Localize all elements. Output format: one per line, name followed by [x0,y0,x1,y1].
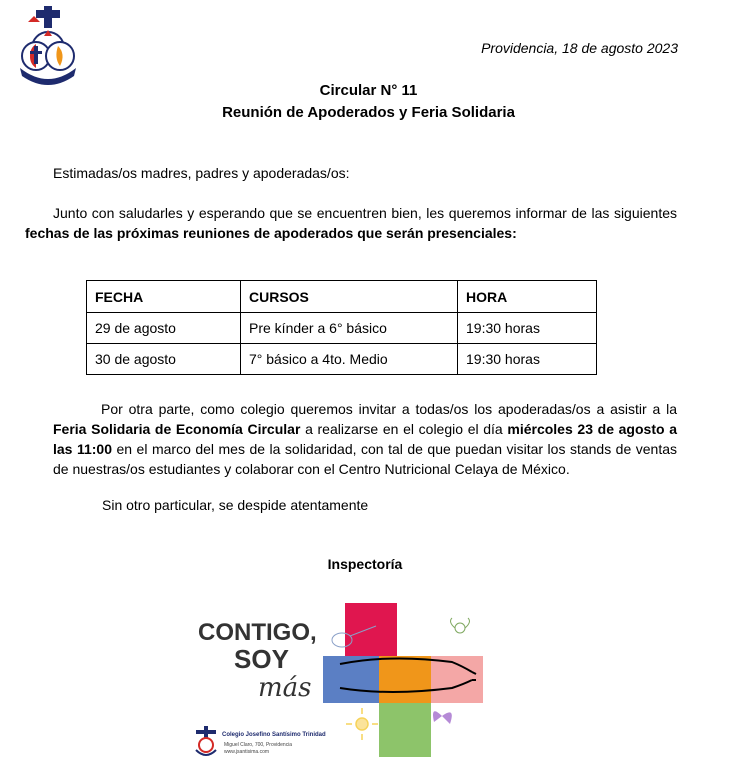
intro-bold-text: fechas de las próximas reuniones de apoderados que serán presenciales: [25,225,517,241]
fair-text-a: Por otra parte, como colegio queremos invitar a todas/os los apoderadas/os a asistir a la [101,401,677,417]
table-row [87,344,597,375]
date-line: Providencia, 18 de agosto 2023 [481,40,678,56]
circular-subtitle: Reunión de Apoderados y Feria Solidaria [222,104,515,121]
school-name: Colegio Josefino Santísimo Trinidad [222,732,326,738]
school-crest-icon [14,6,82,86]
cross-top-block [345,603,397,656]
table-cell-courses: 7° básico a 4to. Medio [241,344,458,375]
intro-paragraph [25,203,677,243]
greeting: Estimadas/os madres, padres y apoderadas/os: [53,165,350,181]
table-cell-time: 19:30 horas [458,344,597,375]
intro-text: Junto con saludarles y esperando que se encuentren bien, les queremos informar de las siguientes [53,205,677,221]
table-row [87,313,597,344]
circular-heading [0,80,737,124]
flower-icon [451,618,470,633]
header-cursos: CURSOS [241,281,458,313]
slogan-line-3: más [258,673,312,703]
table-cell-time: 19:30 horas [458,313,597,344]
fair-text-e: en el marco del mes de la solidaridad, con tal de que puedan visitar los stands de ventas de nuestras/os estudiantes y colaborar con el Centro Nutricional Celaya de México. [53,441,678,477]
school-website: www.jsantisima.com [224,749,270,755]
closing-line: Sin otro particular, se despide atentamente [102,497,369,513]
cross-bottom-block [379,703,431,757]
table-cell-date: 30 de agosto [87,344,241,375]
cross-center-block [379,656,431,703]
table-cell-date: 29 de agosto [87,313,241,344]
fair-paragraph [53,399,677,479]
butterfly-icon [433,711,452,724]
sun-icon [346,708,378,740]
school-address: Miguel Claro, 700, Providencia [224,742,293,748]
slogan-line-1: CONTIGO, [198,619,317,646]
table-cell-courses: Pre kínder a 6° básico [241,313,458,344]
fair-text-c: a realizarse en el colegio el día [300,421,508,437]
school-crest-icon [196,726,216,755]
header-hora: HORA [458,281,597,313]
circular-title: Circular N° 11 [319,82,418,99]
fair-name: Feria Solidaria de Economía Circular [53,421,301,437]
slogan-line-2: SOY [234,644,289,674]
solidarity-banner [190,600,490,760]
signature: Inspectoría [327,556,403,572]
table-header-row [87,281,597,313]
fair-date: miércoles 23 de agosto a las 11:00 [53,421,677,457]
header-fecha: FECHA [87,281,241,313]
meeting-schedule-table [86,280,597,375]
